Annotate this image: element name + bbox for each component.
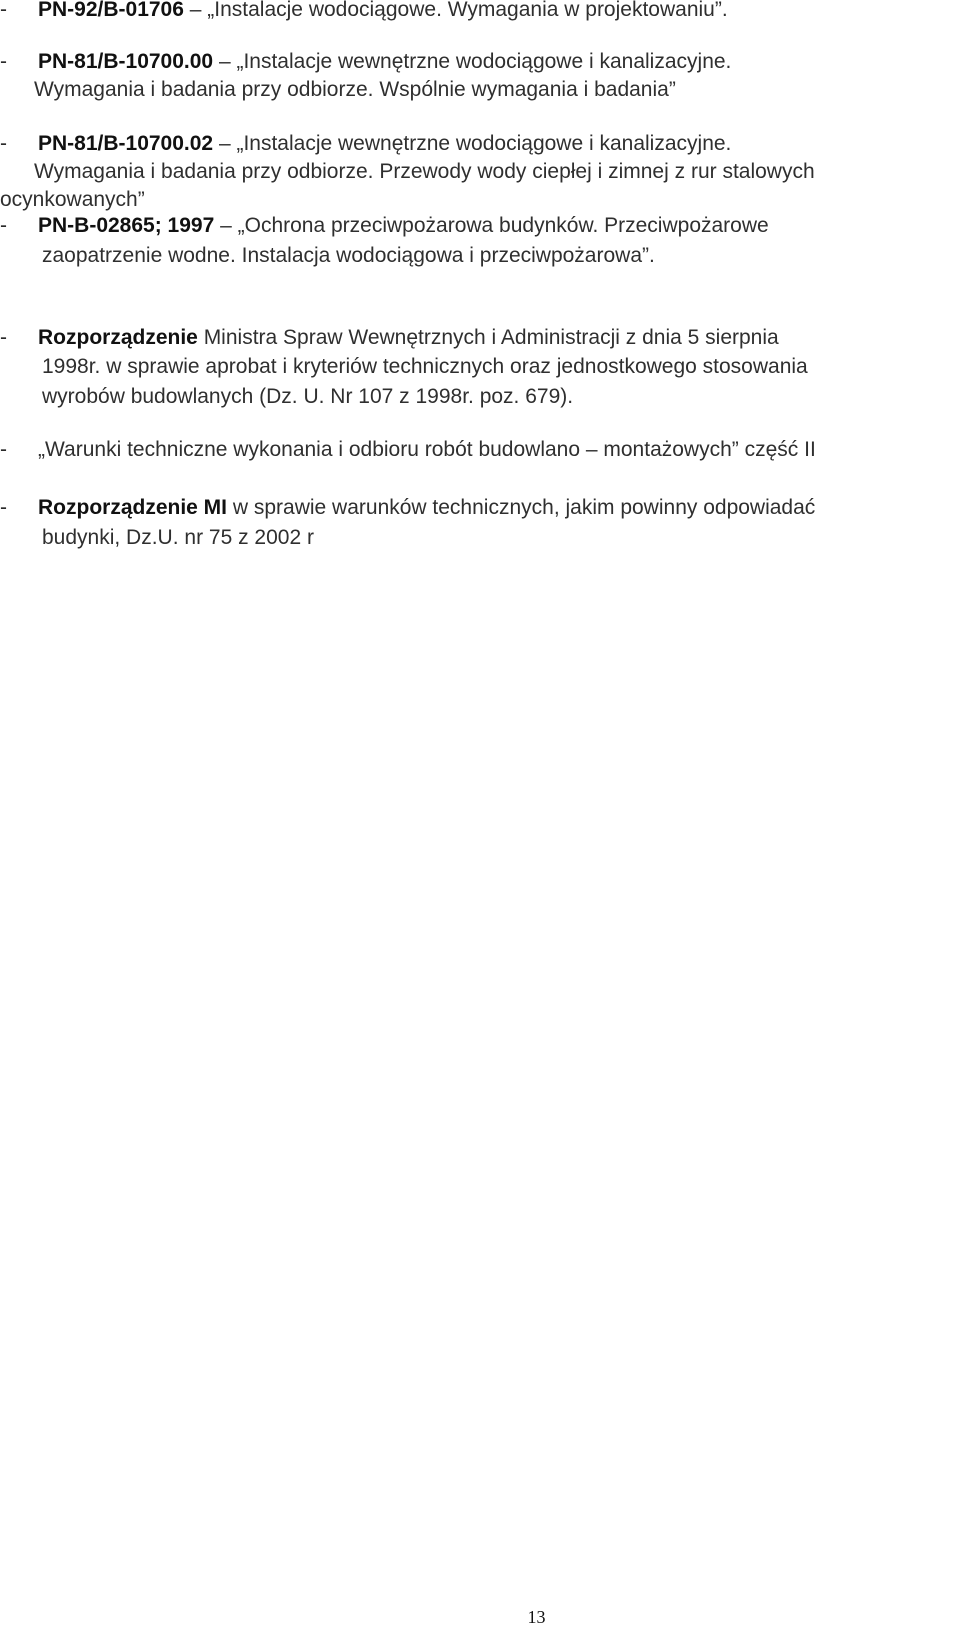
standard-code: PN-81/B-10700.00 xyxy=(38,50,214,73)
regulation-text: w sprawie warunków technicznych, jakim powinny odpowiadać xyxy=(227,496,816,519)
list-bullet: - xyxy=(0,496,7,519)
list-item-line xyxy=(38,130,731,158)
list-item-line: Wymagania i badania przy odbiorze. Przewody wody ciepłej i zimnej z rur stalowych xyxy=(34,160,815,183)
list-bullet: - xyxy=(0,132,7,155)
standard-title: – „Instalacje wodociągowe. Wymagania w projektowaniu”. xyxy=(183,0,728,21)
list-bullet: - xyxy=(0,214,7,237)
list-item-line: budynki, Dz.U. nr 75 z 2002 r xyxy=(42,526,314,549)
list-bullet: - xyxy=(0,326,7,349)
regulation-title: Rozporządzenie MI xyxy=(38,496,228,519)
list-bullet: - xyxy=(0,438,7,461)
standard-title: – „Instalacje wewnętrzne wodociągowe i kanalizacyjne. xyxy=(213,50,732,73)
page-number: 13 xyxy=(527,1607,546,1627)
list-item-line xyxy=(38,212,769,240)
list-bullet: - xyxy=(0,50,7,73)
list-item-line xyxy=(38,48,731,76)
standard-title: – „Instalacje wewnętrzne wodociągowe i kanalizacyjne. xyxy=(213,132,732,155)
regulation-title: Rozporządzenie xyxy=(38,326,198,349)
list-item-line xyxy=(38,494,815,522)
list-item-line xyxy=(38,324,779,352)
list-item-line xyxy=(38,0,728,24)
standard-code: PN-B-02865; 1997 xyxy=(38,214,215,237)
list-item-line: ocynkowanych” xyxy=(0,188,145,211)
list-item-line: 1998r. w sprawie aprobat i kryteriów technicznych oraz jednostkowego stosowania xyxy=(42,355,808,378)
list-bullet: - xyxy=(0,0,7,21)
standard-title: – „Ochrona przeciwpożarowa budynków. Przeciwpożarowe xyxy=(214,214,769,237)
list-item-line: wyrobów budowlanych (Dz. U. Nr 107 z 1998r. poz. 679). xyxy=(42,385,574,408)
standard-code: PN-81/B-10700.02 xyxy=(38,132,214,155)
list-item-line: Wymagania i badania przy odbiorze. Wspólnie wymagania i badania” xyxy=(34,78,676,101)
standard-code: PN-92/B-01706 xyxy=(38,0,184,21)
list-item-line: „Warunki techniczne wykonania i odbioru robót budowlano – montażowych” część II xyxy=(38,438,816,461)
list-item-line: zaopatrzenie wodne. Instalacja wodociągowa i przeciwpożarowa”. xyxy=(42,244,655,267)
regulation-text: Ministra Spraw Wewnętrznych i Administracji z dnia 5 sierpnia xyxy=(197,326,779,349)
